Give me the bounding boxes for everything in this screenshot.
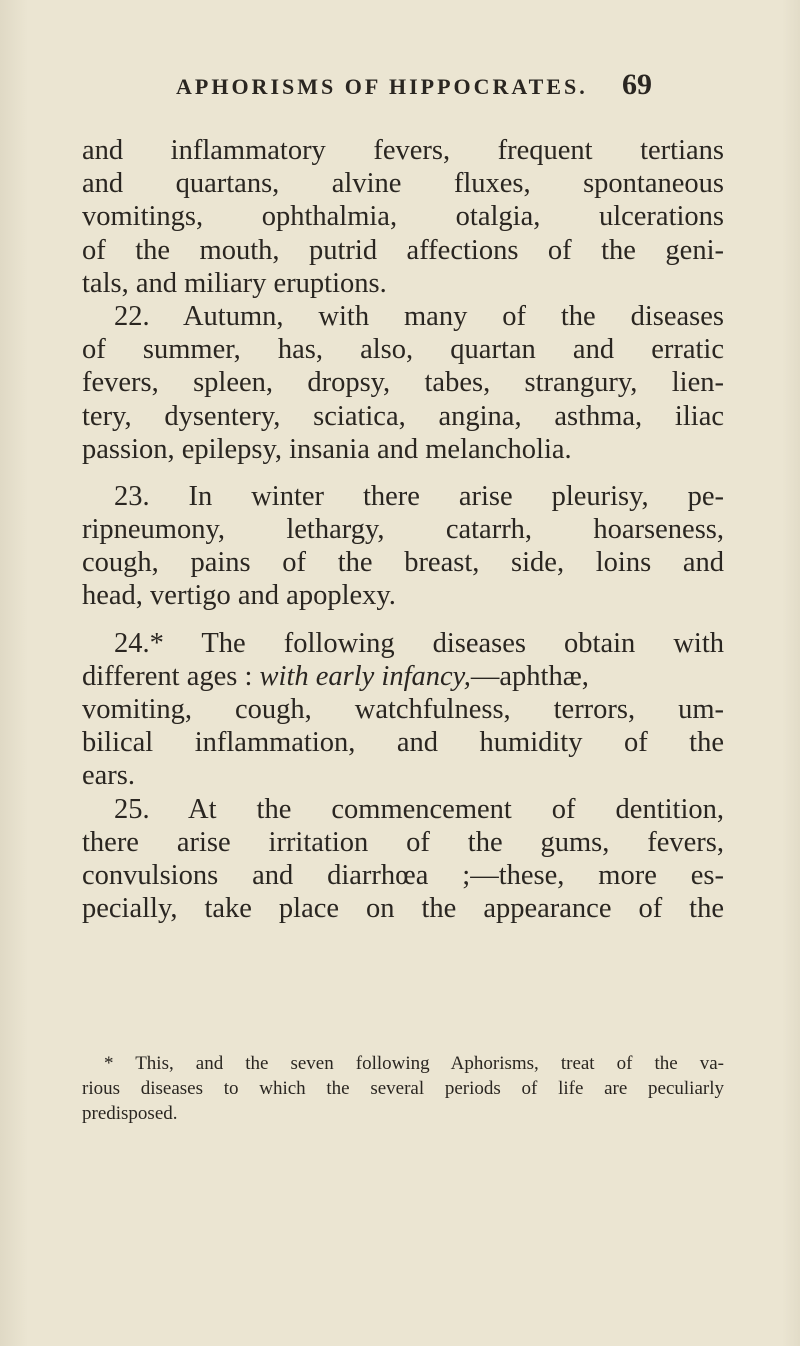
text-line: fevers, spleen, dropsy, tabes, strangury, lien- — [82, 367, 724, 399]
aphorism-24-start: 24.* The following diseases obtain with — [114, 627, 724, 659]
page-number: 69 — [622, 68, 652, 101]
main-text — [82, 134, 724, 925]
text-segment: different ages : — [82, 660, 253, 692]
text-line: tery, dysentery, sciatica, angina, asthma, iliac — [82, 400, 724, 432]
aphorism-25-start: 25. At the commencement of dentition, — [114, 793, 724, 825]
text-line: bilical inflammation, and humidity of the — [82, 727, 724, 759]
footnote — [82, 1051, 724, 1126]
text-line: passion, epilepsy, insania and melancholia. — [82, 433, 572, 465]
running-head: APHORISMS OF HIPPOCRATES. — [176, 74, 588, 99]
text-line: vomiting, cough, watchfulness, terrors, um- — [82, 694, 724, 725]
text-line: head, vertigo and apoplexy. — [82, 580, 396, 612]
footnote-line: * This, and the seven following Aphorisms, treat of the va- — [104, 1053, 724, 1074]
text-line: pecially, take place on the appearance of the — [82, 893, 724, 925]
text-line-mixed — [82, 660, 724, 693]
italic-phrase: with early infancy, — [259, 660, 471, 692]
text-line: and inflammatory fevers, frequent tertians — [82, 135, 724, 166]
aphorism-22-start: 22. Autumn, with many of the diseases — [114, 300, 724, 332]
footnote-line: rious diseases to which the several periods of life are peculiarly — [82, 1078, 724, 1099]
text-line: ripneumony, lethargy, catarrh, hoarseness, — [82, 514, 724, 546]
text-line: ears. — [82, 760, 136, 792]
text-line: tals, and miliary eruptions. — [82, 267, 387, 299]
text-line: vomitings, ophthalmia, otalgia, ulcerations — [82, 201, 724, 233]
text-line: of summer, has, also, quartan and erratic — [82, 334, 724, 366]
aphorism-23-start: 23. In winter there arise pleurisy, pe- — [114, 480, 724, 512]
text-line: there arise irritation of the gums, fevers, — [82, 826, 724, 858]
text-line: and quartans, alvine fluxes, spontaneous — [82, 168, 724, 200]
footnote-line: predisposed. — [82, 1103, 178, 1124]
text-line: convulsions and diarrhœa ;—these, more es- — [82, 859, 724, 891]
text-line: cough, pains of the breast, side, loins and — [82, 547, 724, 579]
text-segment: —aphthæ, — [470, 660, 589, 692]
text-line: of the mouth, putrid affections of the geni- — [82, 234, 724, 266]
